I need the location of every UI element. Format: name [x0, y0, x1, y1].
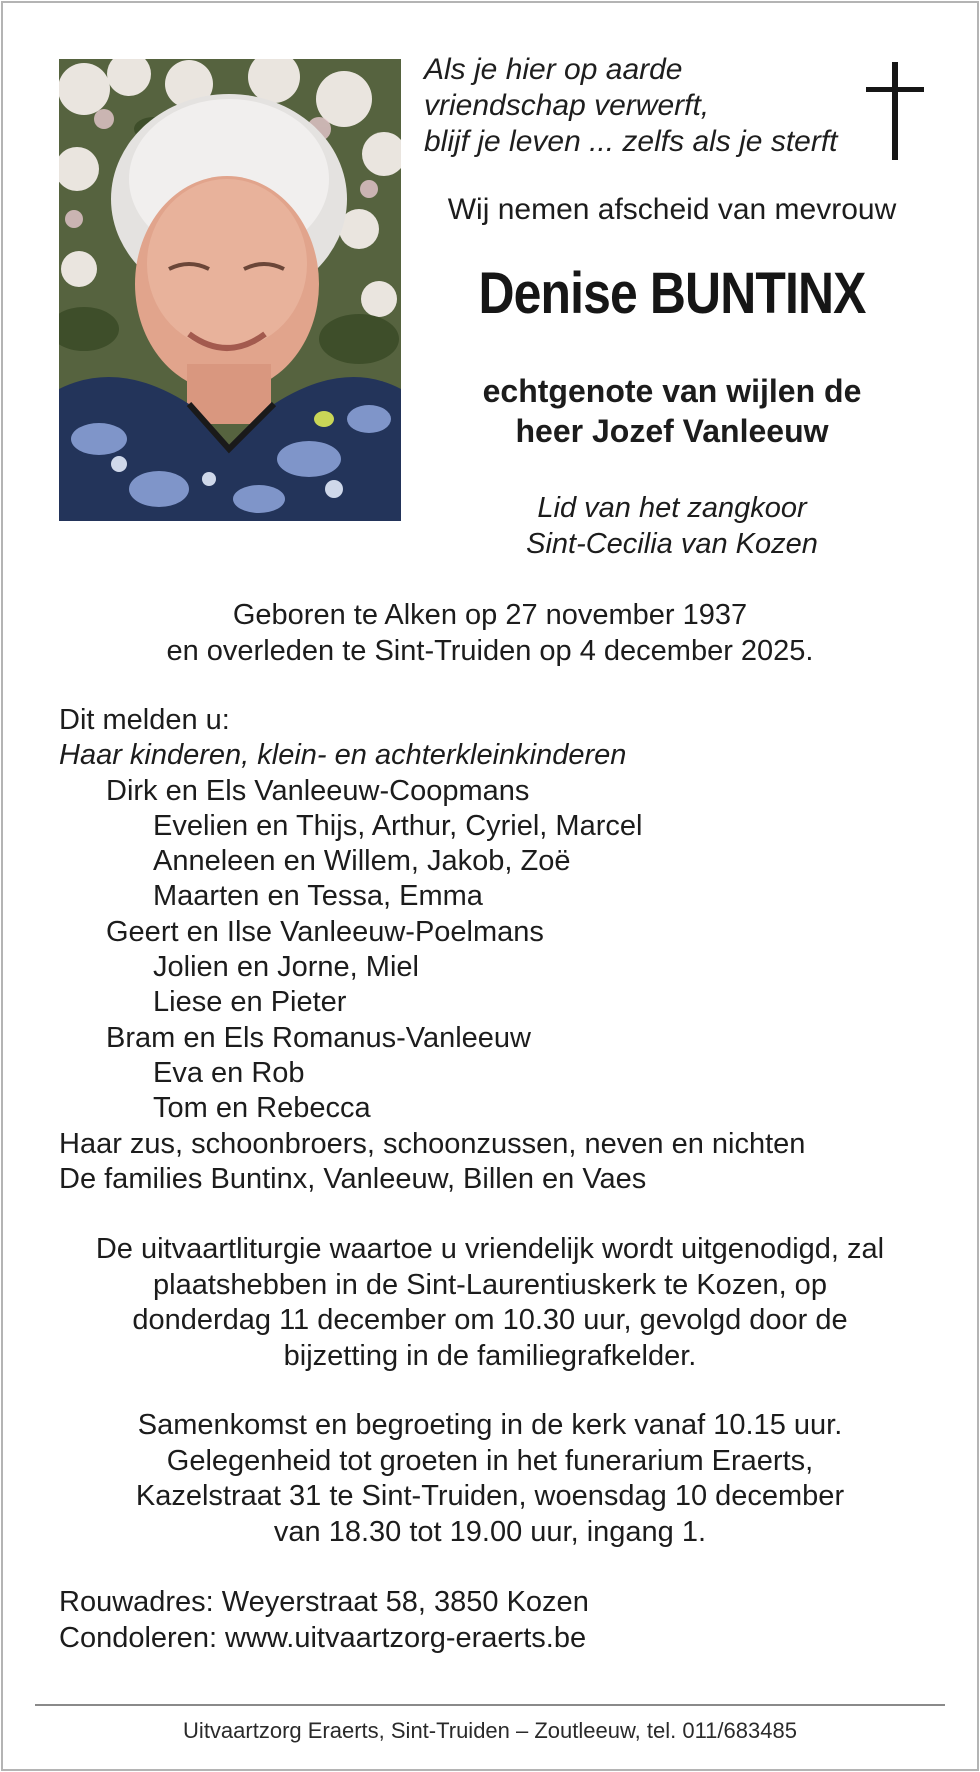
family-line: Liese en Pieter [153, 986, 347, 1019]
dates-line: Geboren te Alken op 27 november 1937 [232, 599, 748, 631]
family-group-title: Haar kinderen, klein- en achterkleinkinderen [59, 739, 627, 772]
poem [424, 52, 864, 160]
gathering-line: Kazelstraat 31 te Sint-Truiden, woensdag 10 december [135, 1480, 845, 1512]
gathering-line: Gelegenheid tot groeten in het funerarium Eraerts, [166, 1444, 814, 1477]
spouse-text [424, 371, 920, 451]
family-line: Anneleen en Willem, Jakob, Zoë [153, 845, 571, 878]
gathering-line: Samenkomst en begroeting in de kerk vanaf 10.15 uur. [137, 1409, 843, 1441]
family-announcement [59, 703, 939, 1197]
membership-line: Lid van het zangkoor [537, 492, 807, 524]
funeral-ceremony-text [40, 1232, 940, 1374]
ceremony-line: donderdag 11 december om 10.30 uur, gevolgd door de [132, 1304, 848, 1336]
family-closing-line: Haar zus, schoonbroers, schoonzussen, neven en nichten [59, 1127, 806, 1160]
spouse-line: heer Jozef Vanleeuw [515, 413, 829, 449]
intro-text: Wij nemen afscheid van mevrouw [447, 193, 897, 226]
announce-heading: Dit melden u: [59, 704, 230, 736]
family-line: Eva en Rob [153, 1056, 305, 1089]
poem-line: vriendschap verwerft, [424, 89, 710, 122]
ceremony-line: De uitvaartliturgie waartoe u vriendelijk wordt uitgenodigd, zal [95, 1233, 885, 1265]
ceremony-line: plaatshebben in de Sint-Laurentiuskerk te Kozen, op [153, 1268, 827, 1301]
family-line: Evelien en Thijs, Arthur, Cyriel, Marcel [153, 809, 643, 842]
ceremony-line: bijzetting in de familiegrafkelder. [283, 1339, 697, 1372]
family-line: Geert en Ilse Vanleeuw-Poelmans [106, 915, 544, 948]
contact-info [59, 1585, 939, 1656]
gathering-text [40, 1408, 940, 1550]
undertaker-footer: Uitvaartzorg Eraerts, Sint-Truiden – Zoutleeuw, tel. 011/683485 [183, 1718, 797, 1743]
poem-line: Als je hier op aarde [424, 53, 683, 86]
poem-line: blijf je leven ... zelfs als je sterft [424, 125, 838, 158]
family-line: Tom en Rebecca [153, 1092, 371, 1125]
portrait-photo [59, 59, 401, 521]
family-line: Bram en Els Romanus-Vanleeuw [106, 1021, 531, 1054]
family-line: Dirk en Els Vanleeuw-Coopmans [106, 774, 530, 807]
condolence-link[interactable]: Condoleren: www.uitvaartzorg-eraerts.be [59, 1621, 587, 1654]
mourning-address: Rouwadres: Weyerstraat 58, 3850 Kozen [59, 1586, 589, 1618]
family-line: Maarten en Tessa, Emma [153, 880, 483, 913]
footer-divider [35, 1704, 945, 1706]
membership-line: Sint-Cecilia van Kozen [526, 528, 818, 560]
deceased-name: Denise BUNTINX [478, 261, 866, 326]
family-line: Jolien en Jorne, Miel [153, 951, 419, 984]
spouse-line: echtgenote van wijlen de [482, 373, 862, 409]
dates-line: en overleden te Sint-Truiden op 4 december 2025. [166, 635, 814, 667]
membership-text [424, 490, 920, 562]
birth-death-dates [40, 597, 940, 669]
gathering-line: van 18.30 tot 19.00 uur, ingang 1. [273, 1515, 707, 1548]
family-closing-line: De families Buntinx, Vanleeuw, Billen en Vaes [59, 1162, 647, 1195]
cross-icon [866, 62, 924, 160]
